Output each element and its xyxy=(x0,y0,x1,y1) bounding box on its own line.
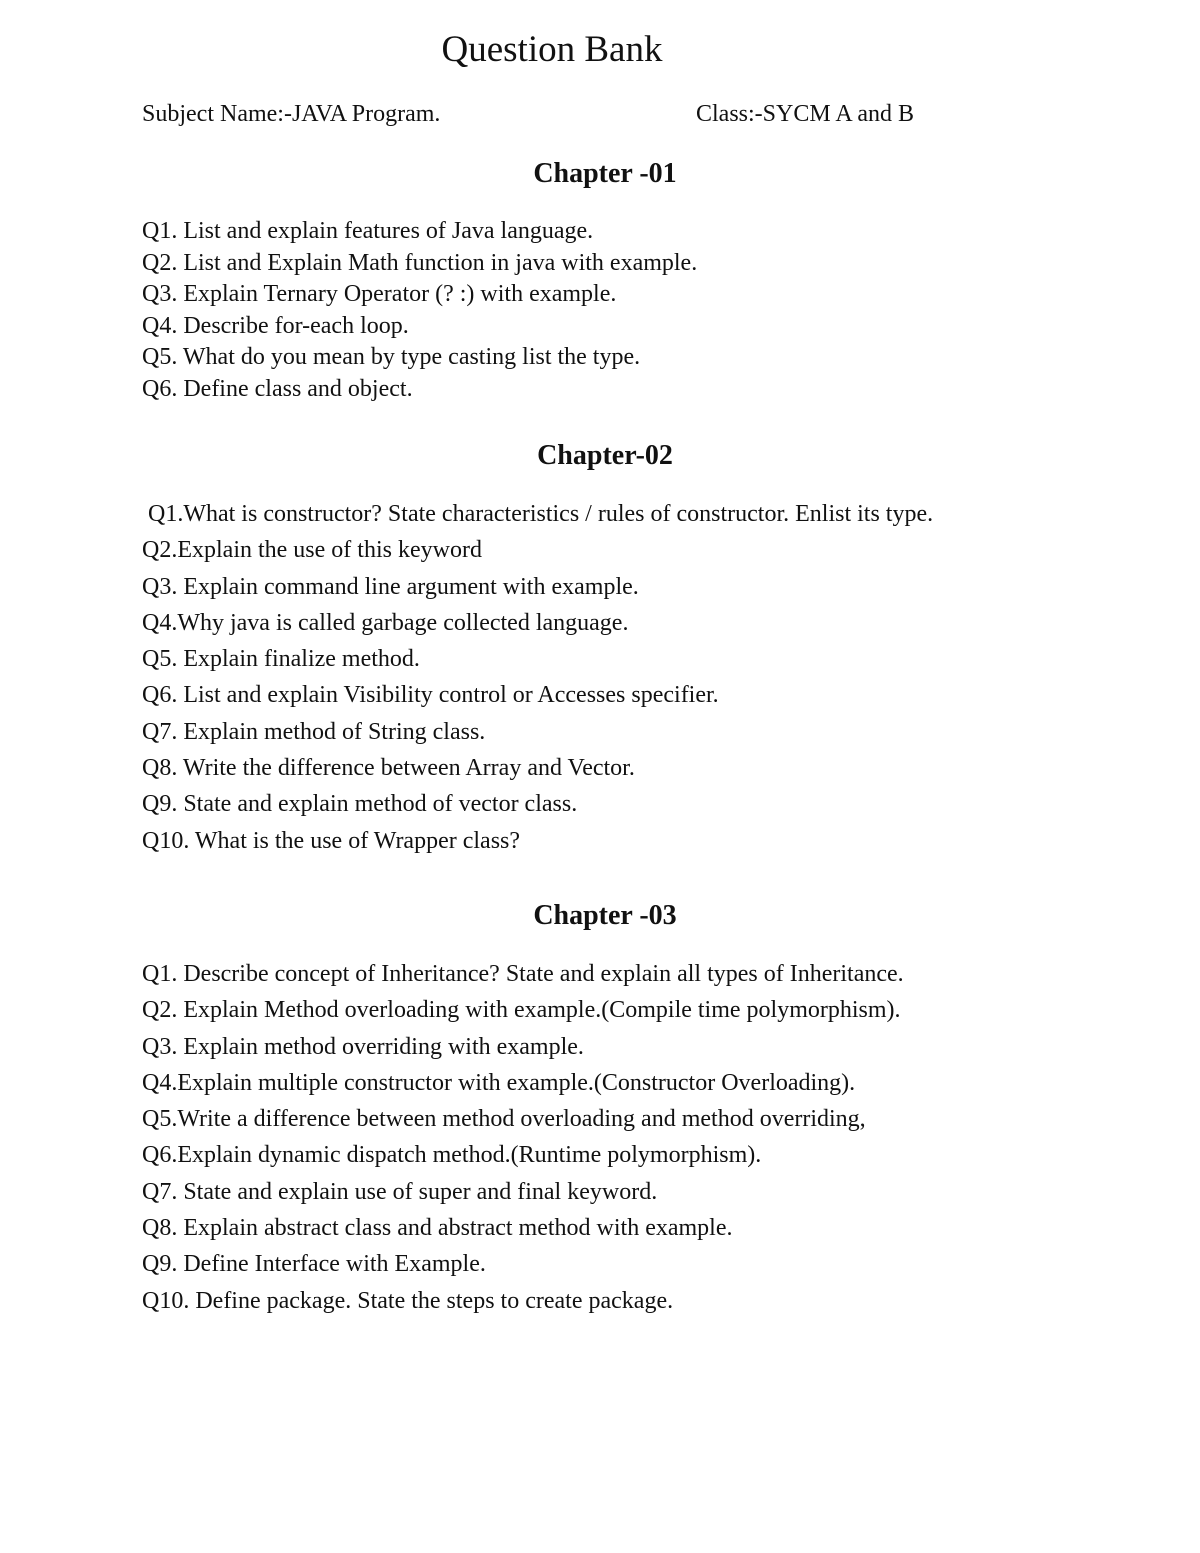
question-item: Q1. Describe concept of Inheritance? State and explain all types of Inheritance. xyxy=(142,961,904,987)
question-item: Q6.Explain dynamic dispatch method.(Runtime polymorphism). xyxy=(142,1142,762,1169)
question-item: Q2.Explain the use of this keyword xyxy=(142,537,482,564)
question-item: Q7. State and explain use of super and final keyword. xyxy=(142,1178,658,1205)
question-item: Q9. Define Interface with Example. xyxy=(142,1251,486,1278)
question-item: Q9. State and explain method of vector class. xyxy=(142,791,578,818)
question-item: Q10. What is the use of Wrapper class? xyxy=(142,827,521,854)
question-item: Q2. Explain Method overloading with example.(Compile time polymorphism). xyxy=(142,997,901,1024)
question-item: Q8. Explain abstract class and abstract method with example. xyxy=(142,1215,733,1242)
question-item: Q4.Explain multiple constructor with example.(Constructor Overloading). xyxy=(142,1069,856,1096)
question-list xyxy=(142,216,697,406)
question-list xyxy=(142,496,933,859)
question-item: Q5.Write a difference between method overloading and method overriding, xyxy=(142,1106,866,1133)
question-item: Q3. Explain command line argument with example. xyxy=(142,573,639,600)
question-list xyxy=(142,956,904,1319)
document-title: Question Bank xyxy=(441,29,663,70)
class-name: Class:-SYCM A and B xyxy=(696,101,915,127)
subject-name: Subject Name:-JAVA Program. xyxy=(142,101,441,127)
question-item: Q3. Explain Ternary Operator (? :) with example. xyxy=(142,281,617,308)
question-item: Q5. Explain finalize method. xyxy=(142,646,420,673)
chapter-heading: Chapter -03 xyxy=(533,900,677,931)
chapter-heading: Chapter -01 xyxy=(533,158,677,189)
document-meta xyxy=(142,96,1042,132)
question-item: Q5. What do you mean by type casting list the type. xyxy=(142,344,641,371)
question-item: Q2. List and Explain Math function in java with example. xyxy=(142,249,698,276)
question-item: Q4.Why java is called garbage collected language. xyxy=(142,609,629,636)
question-item: Q1.What is constructor? State characteristics / rules of constructor. Enlist its type. xyxy=(148,501,934,527)
question-item: Q8. Write the difference between Array and Vector. xyxy=(142,755,635,782)
question-item: Q6. List and explain Visibility control or Accesses specifier. xyxy=(142,682,719,709)
question-item: Q10. Define package. State the steps to create package. xyxy=(142,1287,674,1314)
chapter-heading: Chapter-02 xyxy=(537,440,673,471)
question-item: Q6. Define class and object. xyxy=(142,375,413,402)
question-item: Q1. List and explain features of Java language. xyxy=(142,218,594,244)
question-item: Q7. Explain method of String class. xyxy=(142,718,486,745)
question-item: Q4. Describe for-each loop. xyxy=(142,312,409,339)
question-item: Q3. Explain method overriding with example. xyxy=(142,1033,584,1060)
